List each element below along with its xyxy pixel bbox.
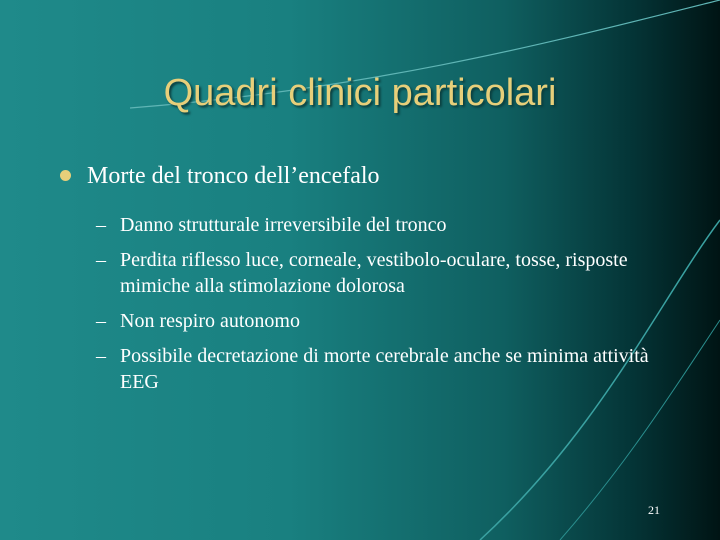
page-number: 21 bbox=[648, 503, 660, 517]
dash-icon: – bbox=[96, 345, 106, 367]
dash-icon: – bbox=[96, 310, 106, 332]
sub-bullet-item bbox=[96, 308, 676, 334]
sub-bullet-item bbox=[96, 212, 676, 238]
main-bullet-text: Morte del tronco dell’encefalo bbox=[87, 163, 380, 189]
main-bullet bbox=[60, 160, 380, 192]
slide-title: Quadri clinici particolari bbox=[163, 72, 557, 114]
bullet-dot-icon bbox=[60, 170, 71, 181]
sub-bullet-text: Danno strutturale irreversibile del tronco bbox=[120, 214, 447, 236]
sub-bullet-text: Non respiro autonomo bbox=[120, 310, 300, 332]
sub-bullet-item bbox=[96, 247, 676, 299]
dash-icon: – bbox=[96, 249, 106, 271]
sub-bullet-text: Perdita riflesso luce, corneale, vestibolo-oculare, tosse, risposte mimiche alla stimolazione dolorosa bbox=[120, 249, 628, 297]
dash-icon: – bbox=[96, 214, 106, 236]
sub-bullet-item bbox=[96, 343, 676, 395]
sub-bullet-list bbox=[96, 212, 676, 404]
sub-bullet-text: Possibile decretazione di morte cerebrale anche se minima attività EEG bbox=[120, 345, 649, 393]
